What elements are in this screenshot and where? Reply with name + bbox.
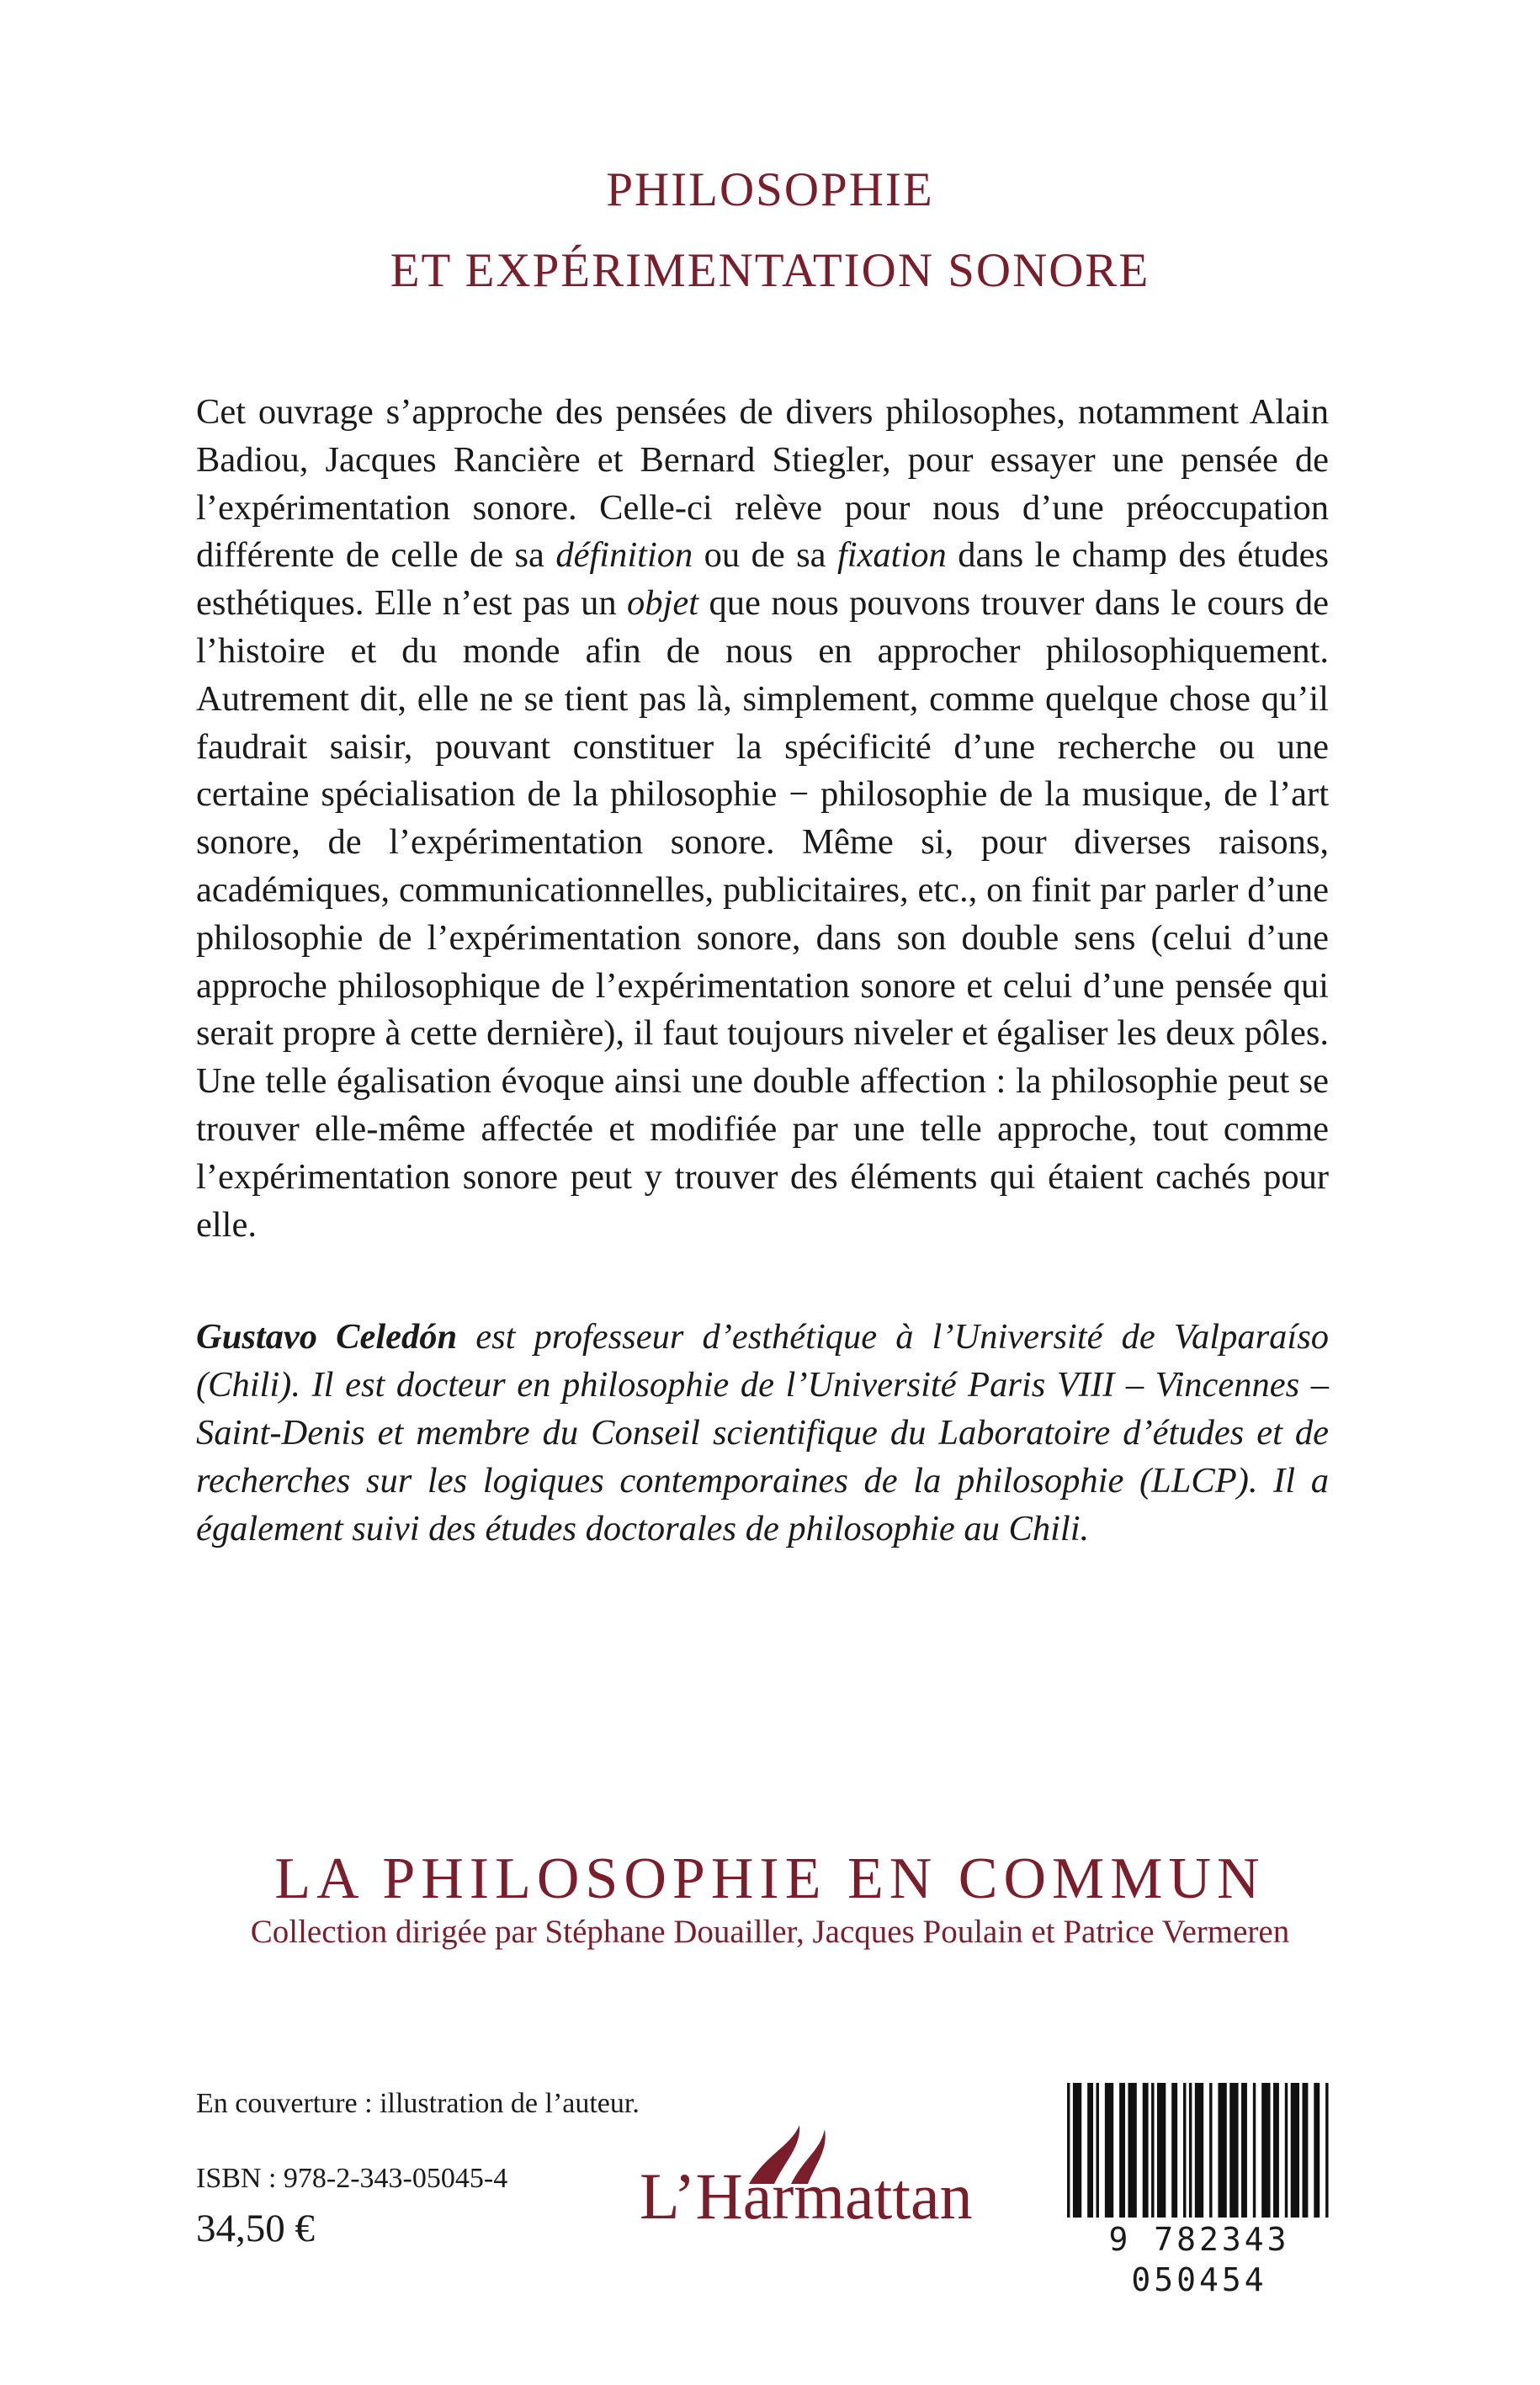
barcode-bar (1241, 2083, 1247, 2218)
summary-emphasis: définition (555, 535, 693, 576)
title-line-2: ET EXPÉRIMENTATION SONORE (390, 244, 1150, 297)
barcode-bar (1157, 2083, 1166, 2218)
barcode-bar (1285, 2083, 1288, 2218)
barcode-bar (1229, 2083, 1238, 2218)
back-cover-summary (196, 389, 1329, 1249)
collection-directors: Collection dirigée par Stéphane Douailler, Jacques Poulain et Patrice Vermeren (250, 1914, 1290, 1950)
author-name: Gustavo Celedón (196, 1317, 458, 1357)
summary-text: Cet ouvrage s’approche des pensées de divers philosophes, notamment Alain Badiou, Jacques Rancière et Bernard Stiegler, pour essayer une pensée de l’expérimentation sonore. Celle-ci relève pour nous d’une préoccupation différente de celle de sa (196, 392, 1329, 576)
barcode-bar (1189, 2083, 1192, 2218)
publisher-name: L’Harmattan (640, 2159, 973, 2233)
barcode-bar (1253, 2083, 1256, 2218)
price: 34,50 € (196, 2207, 315, 2250)
barcode-bar (1302, 2083, 1308, 2218)
summary-text: dans le champ des études esthétiques. Elle n’est pas un (196, 535, 1329, 624)
barcode-bar (1087, 2083, 1093, 2218)
publisher-logo (640, 2121, 973, 2247)
collection-name: LA PHILOSOPHIE EN COMMUN (274, 1846, 1266, 1911)
barcode-bar (1097, 2083, 1099, 2218)
barcode-bar (1151, 2083, 1154, 2218)
barcode-bar (1325, 2083, 1328, 2218)
barcode-bar (1218, 2083, 1226, 2218)
barcode-bar (1105, 2083, 1113, 2218)
barcode-bar (1314, 2083, 1320, 2218)
book-title (0, 150, 1540, 311)
barcode-bar (1195, 2083, 1203, 2218)
barcode-bar (1209, 2083, 1212, 2218)
barcode-bar (1143, 2083, 1149, 2218)
barcode-bar (1273, 2083, 1279, 2218)
summary-emphasis: objet (627, 583, 699, 624)
summary-emphasis: fixation (836, 535, 947, 576)
cover-credit: En couverture : illustration de l’auteur. (196, 2088, 640, 2119)
summary-text: ou de sa (693, 535, 837, 576)
barcode-bar (1128, 2083, 1136, 2218)
barcode-bar (1073, 2083, 1081, 2218)
barcode-bars (1067, 2083, 1331, 2218)
barcode-bar (1067, 2083, 1070, 2218)
barcode-bar (1291, 2083, 1299, 2218)
barcode-digits: 9 782343 050454 (1108, 2221, 1290, 2298)
barcode (1052, 2083, 1346, 2298)
barcode-bar (1119, 2083, 1125, 2218)
isbn: ISBN : 978-2-343-05045-4 (196, 2163, 508, 2194)
barcode-bar (1261, 2083, 1270, 2218)
barcode-bar (1171, 2083, 1177, 2218)
barcode-bar (1183, 2083, 1186, 2218)
summary-text: que nous pouvons trouver dans le cours de l’histoire et du monde afin de nous en approcher philosophiquement. Autrement dit, elle ne se tient pas là, simplement, comme quelque chose qu’il faudrait saisir, pouvant constituer la spécificité d’une recherche ou une certaine spécialisation de la philosophie − philosophie de la musique, de l’art sonore, de l’expérimentation sonore. Même si, pour diverses raisons, académiques, communicationnelles, publicitaires, etc., on finit par parler d’une philosophie de l’expérimentation sonore, dans son double sens (celui d’une approche philosophique de l’expérimentation sonore et celui d’une pensée qui serait propre à cette dernière), il faut toujours niveler et égaliser les deux pôles. Une telle égalisation évoque ainsi une double affection : la philosophie peut se trouver elle-même affectée et modifiée par une telle approche, tout comme l’expérimentation sonore peut y trouver des éléments qui étaient cachés pour elle. (196, 583, 1329, 1245)
author-bio-text: est professeur d’esthétique à l’Université de Valparaíso (Chili). Il est docteur en philosophie de l’Université Paris VIII – Vincennes – Saint-Denis et membre du Conseil scientifique du Laboratoire d’études et de recherches sur les logiques contemporaines de la philosophie (LLCP). Il a également suivi des études doctorales de philosophie au Chili. (196, 1317, 1329, 1548)
author-bio (196, 1313, 1329, 1553)
title-line-1: PHILOSOPHIE (606, 163, 934, 216)
